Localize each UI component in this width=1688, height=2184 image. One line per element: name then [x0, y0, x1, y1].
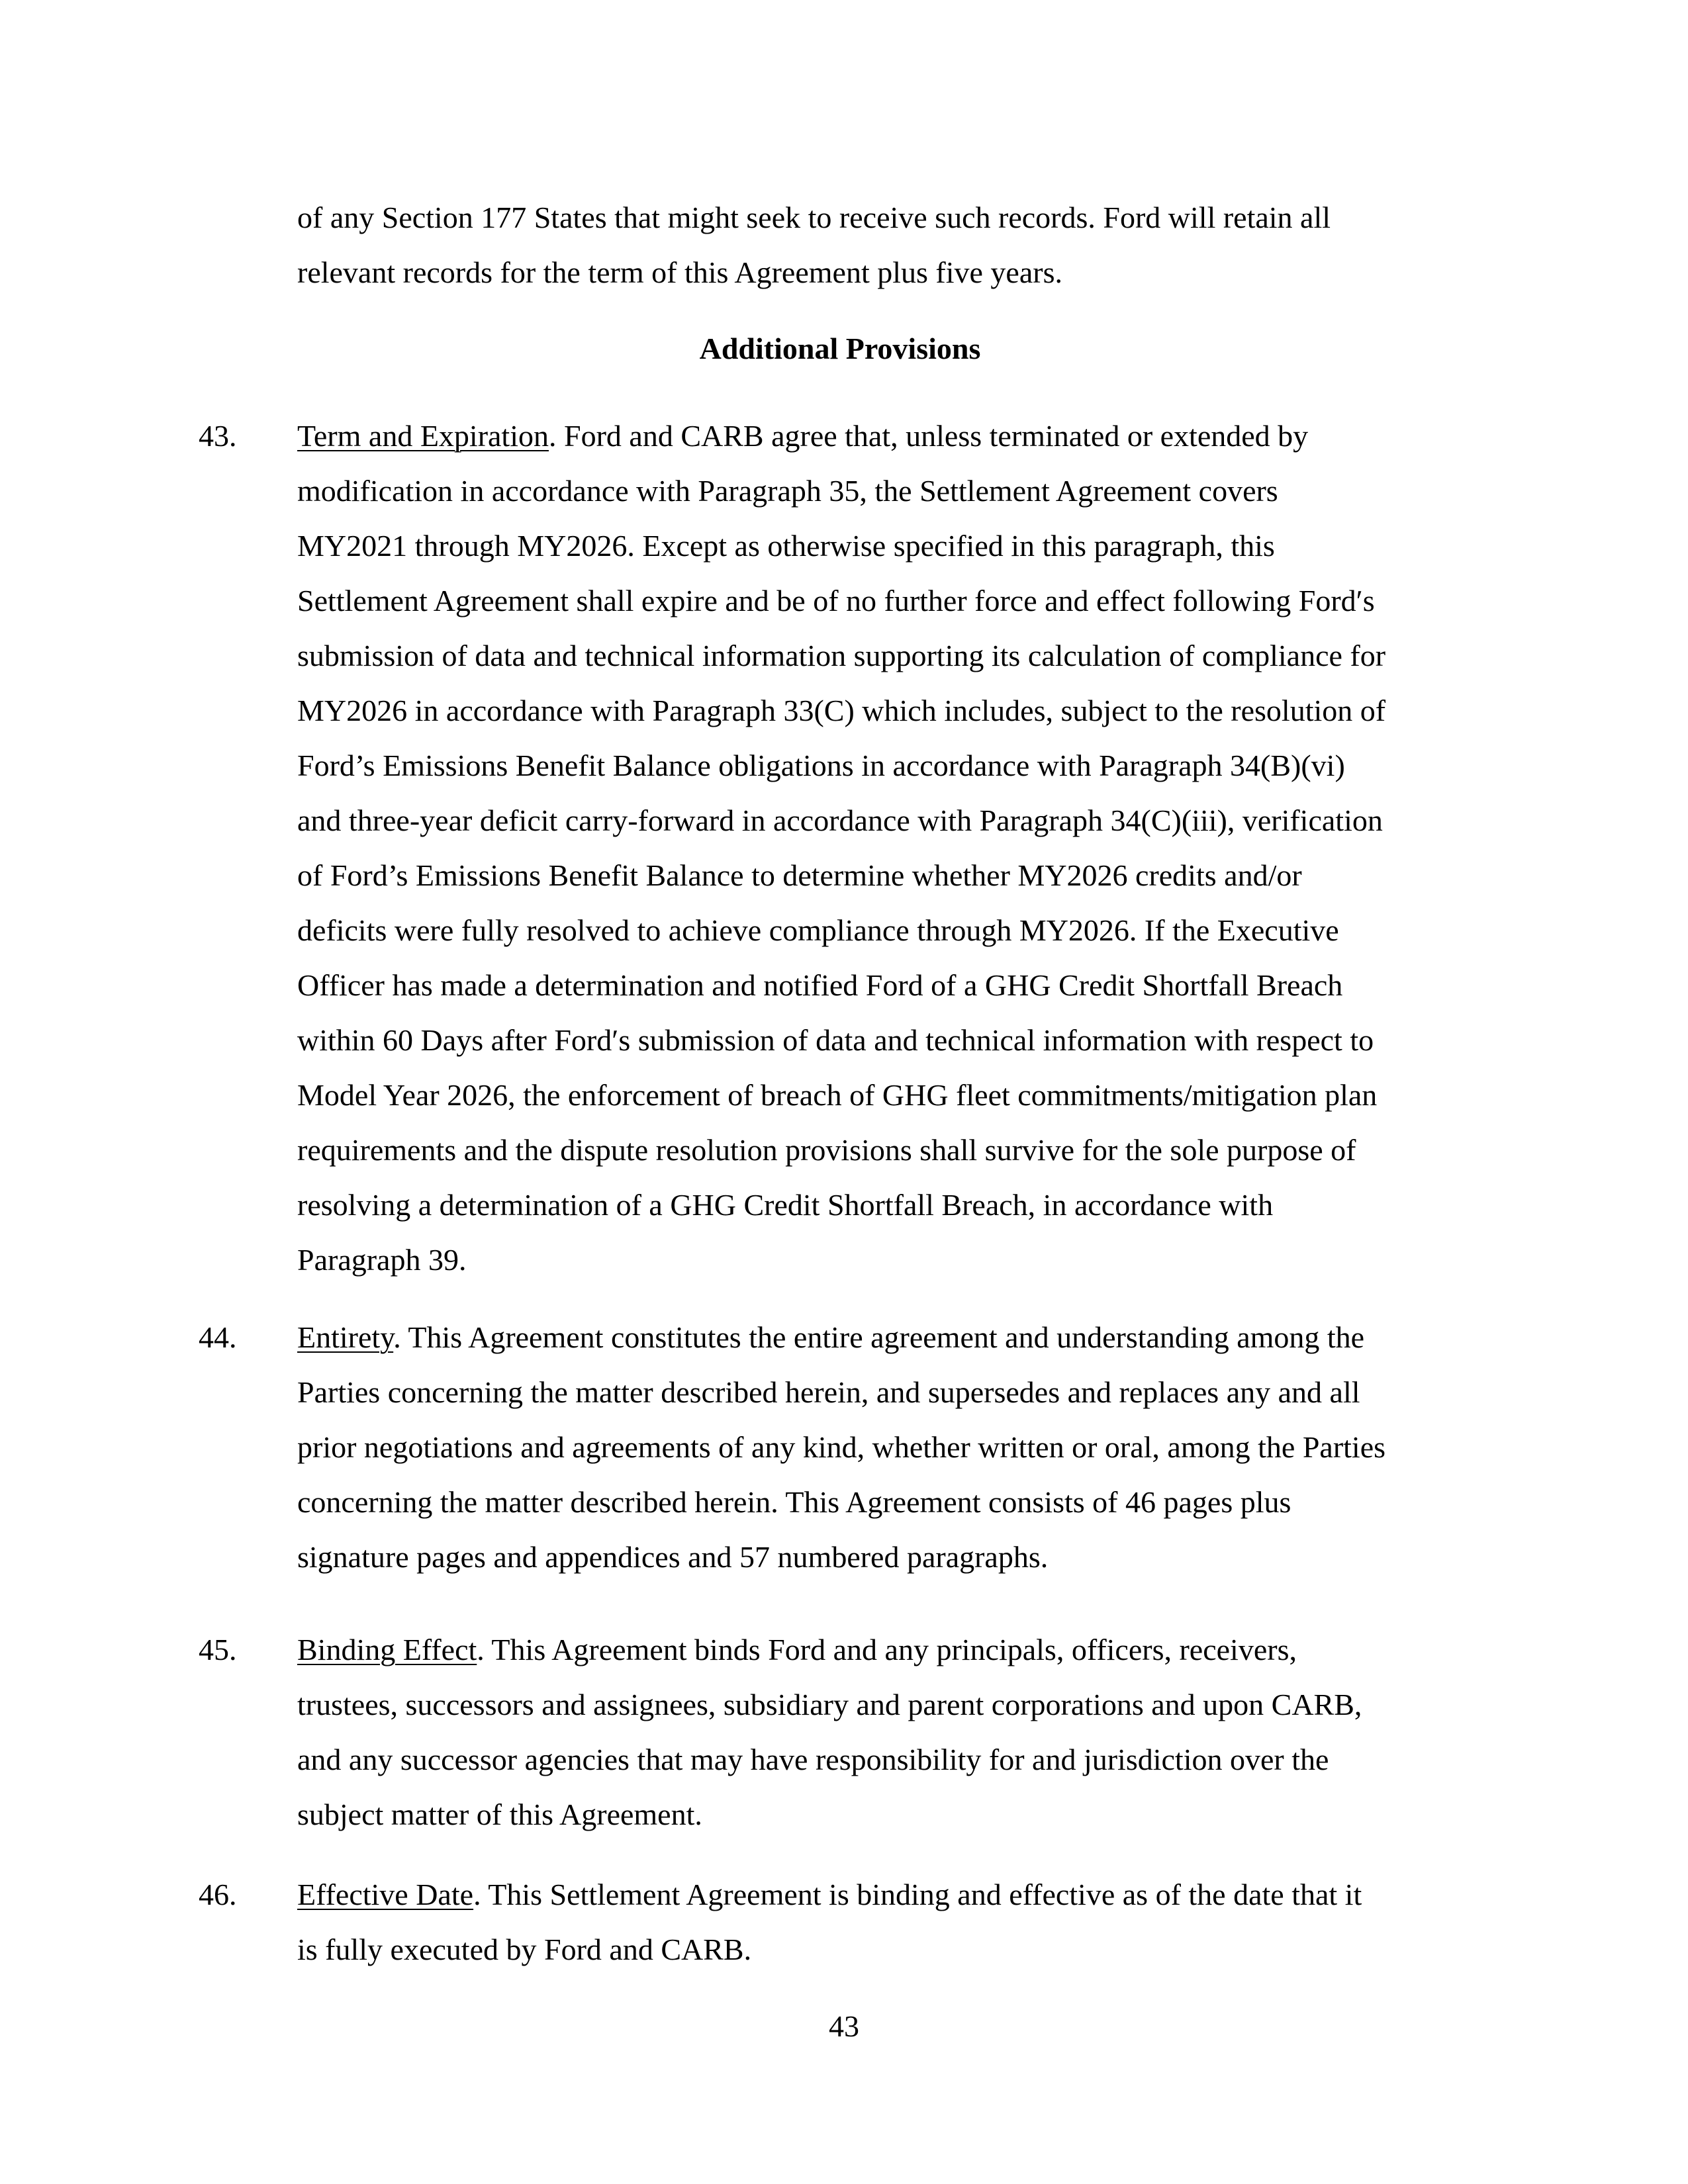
page-number: 43: [829, 2009, 859, 2043]
paragraph-line: within 60 Days after Fordʹs submission of data and technical information with respect to: [297, 1023, 1374, 1057]
paragraph-number: 43.: [199, 419, 237, 453]
paragraph-line: . Ford and CARB agree that, unless terminated or extended by: [549, 419, 1309, 453]
paragraph-line: of Ford’s Emissions Benefit Balance to determine whether MY2026 credits and/or: [297, 858, 1302, 892]
paragraph-line: subject matter of this Agreement.: [297, 1797, 702, 1831]
paragraph-body: [297, 1310, 1482, 1584]
paragraph-title: Effective Date: [297, 1878, 474, 1911]
paragraph-line: . This Settlement Agreement is binding and effective as of the date that it: [473, 1878, 1362, 1911]
paragraph-line: resolving a determination of a GHG Credit Shortfall Breach, in accordance with: [297, 1188, 1274, 1222]
paragraph-title: Term and Expiration: [297, 419, 549, 453]
paragraph-line: signature pages and appendices and 57 numbered paragraphs.: [297, 1540, 1049, 1574]
paragraph-line: requirements and the dispute resolution provisions shall survive for the sole purpose of: [297, 1133, 1356, 1167]
paragraph-line: Paragraph 39.: [297, 1243, 467, 1277]
paragraph-title: Binding Effect: [297, 1633, 477, 1666]
paragraph-line: deficits were fully resolved to achieve compliance through MY2026. If the Executive: [297, 913, 1339, 947]
paragraph-line: concerning the matter described herein. This Agreement consists of 46 pages plus: [297, 1485, 1291, 1519]
paragraph-number: 46.: [199, 1878, 237, 1911]
paragraph-body: [297, 1622, 1482, 1842]
intro-text: [297, 190, 1482, 300]
paragraph-number: 45.: [199, 1633, 237, 1666]
paragraph-body: [297, 408, 1482, 1287]
paragraph-line: trustees, successors and assignees, subsidiary and parent corporations and upon CARB,: [297, 1688, 1362, 1721]
paragraph-line: Officer has made a determination and notified Ford of a GHG Credit Shortfall Breach: [297, 968, 1343, 1002]
paragraph-line: prior negotiations and agreements of any kind, whether written or oral, among the Parties: [297, 1430, 1386, 1464]
paragraph-body: [297, 1867, 1482, 1977]
paragraph-line: Ford’s Emissions Benefit Balance obligations in accordance with Paragraph 34(B)(vi): [297, 749, 1345, 782]
paragraph-line: and three-year deficit carry-forward in accordance with Paragraph 34(C)(iii), verification: [297, 803, 1383, 837]
paragraph-title: Entirety: [297, 1320, 394, 1354]
intro-line: relevant records for the term of this Agreement plus five years.: [297, 255, 1062, 289]
paragraph-line: Model Year 2026, the enforcement of breach of GHG fleet commitments/mitigation plan: [297, 1078, 1378, 1112]
section-heading: Additional Provisions: [699, 332, 981, 365]
paragraph-line: MY2026 in accordance with Paragraph 33(C) which includes, subject to the resolution of: [297, 694, 1386, 727]
paragraph-line: . This Agreement constitutes the entire agreement and understanding among the: [393, 1320, 1365, 1354]
paragraph-line: . This Agreement binds Ford and any principals, officers, receivers,: [477, 1633, 1297, 1666]
paragraph-number: 44.: [199, 1320, 237, 1354]
intro-line: of any Section 177 States that might seek to receive such records. Ford will retain all: [297, 201, 1331, 234]
paragraph-line: Settlement Agreement shall expire and be of no further force and effect following Fordʹs: [297, 584, 1375, 617]
paragraph-line: submission of data and technical information supporting its calculation of compliance for: [297, 639, 1386, 672]
paragraph-line: MY2021 through MY2026. Except as otherwise specified in this paragraph, this: [297, 529, 1275, 563]
paragraph-line: is fully executed by Ford and CARB.: [297, 1933, 752, 1966]
paragraph-line: and any successor agencies that may have responsibility for and jurisdiction over the: [297, 1743, 1329, 1776]
paragraph-line: modification in accordance with Paragraph 35, the Settlement Agreement covers: [297, 474, 1278, 508]
paragraph-line: Parties concerning the matter described herein, and supersedes and replaces any and all: [297, 1375, 1360, 1409]
